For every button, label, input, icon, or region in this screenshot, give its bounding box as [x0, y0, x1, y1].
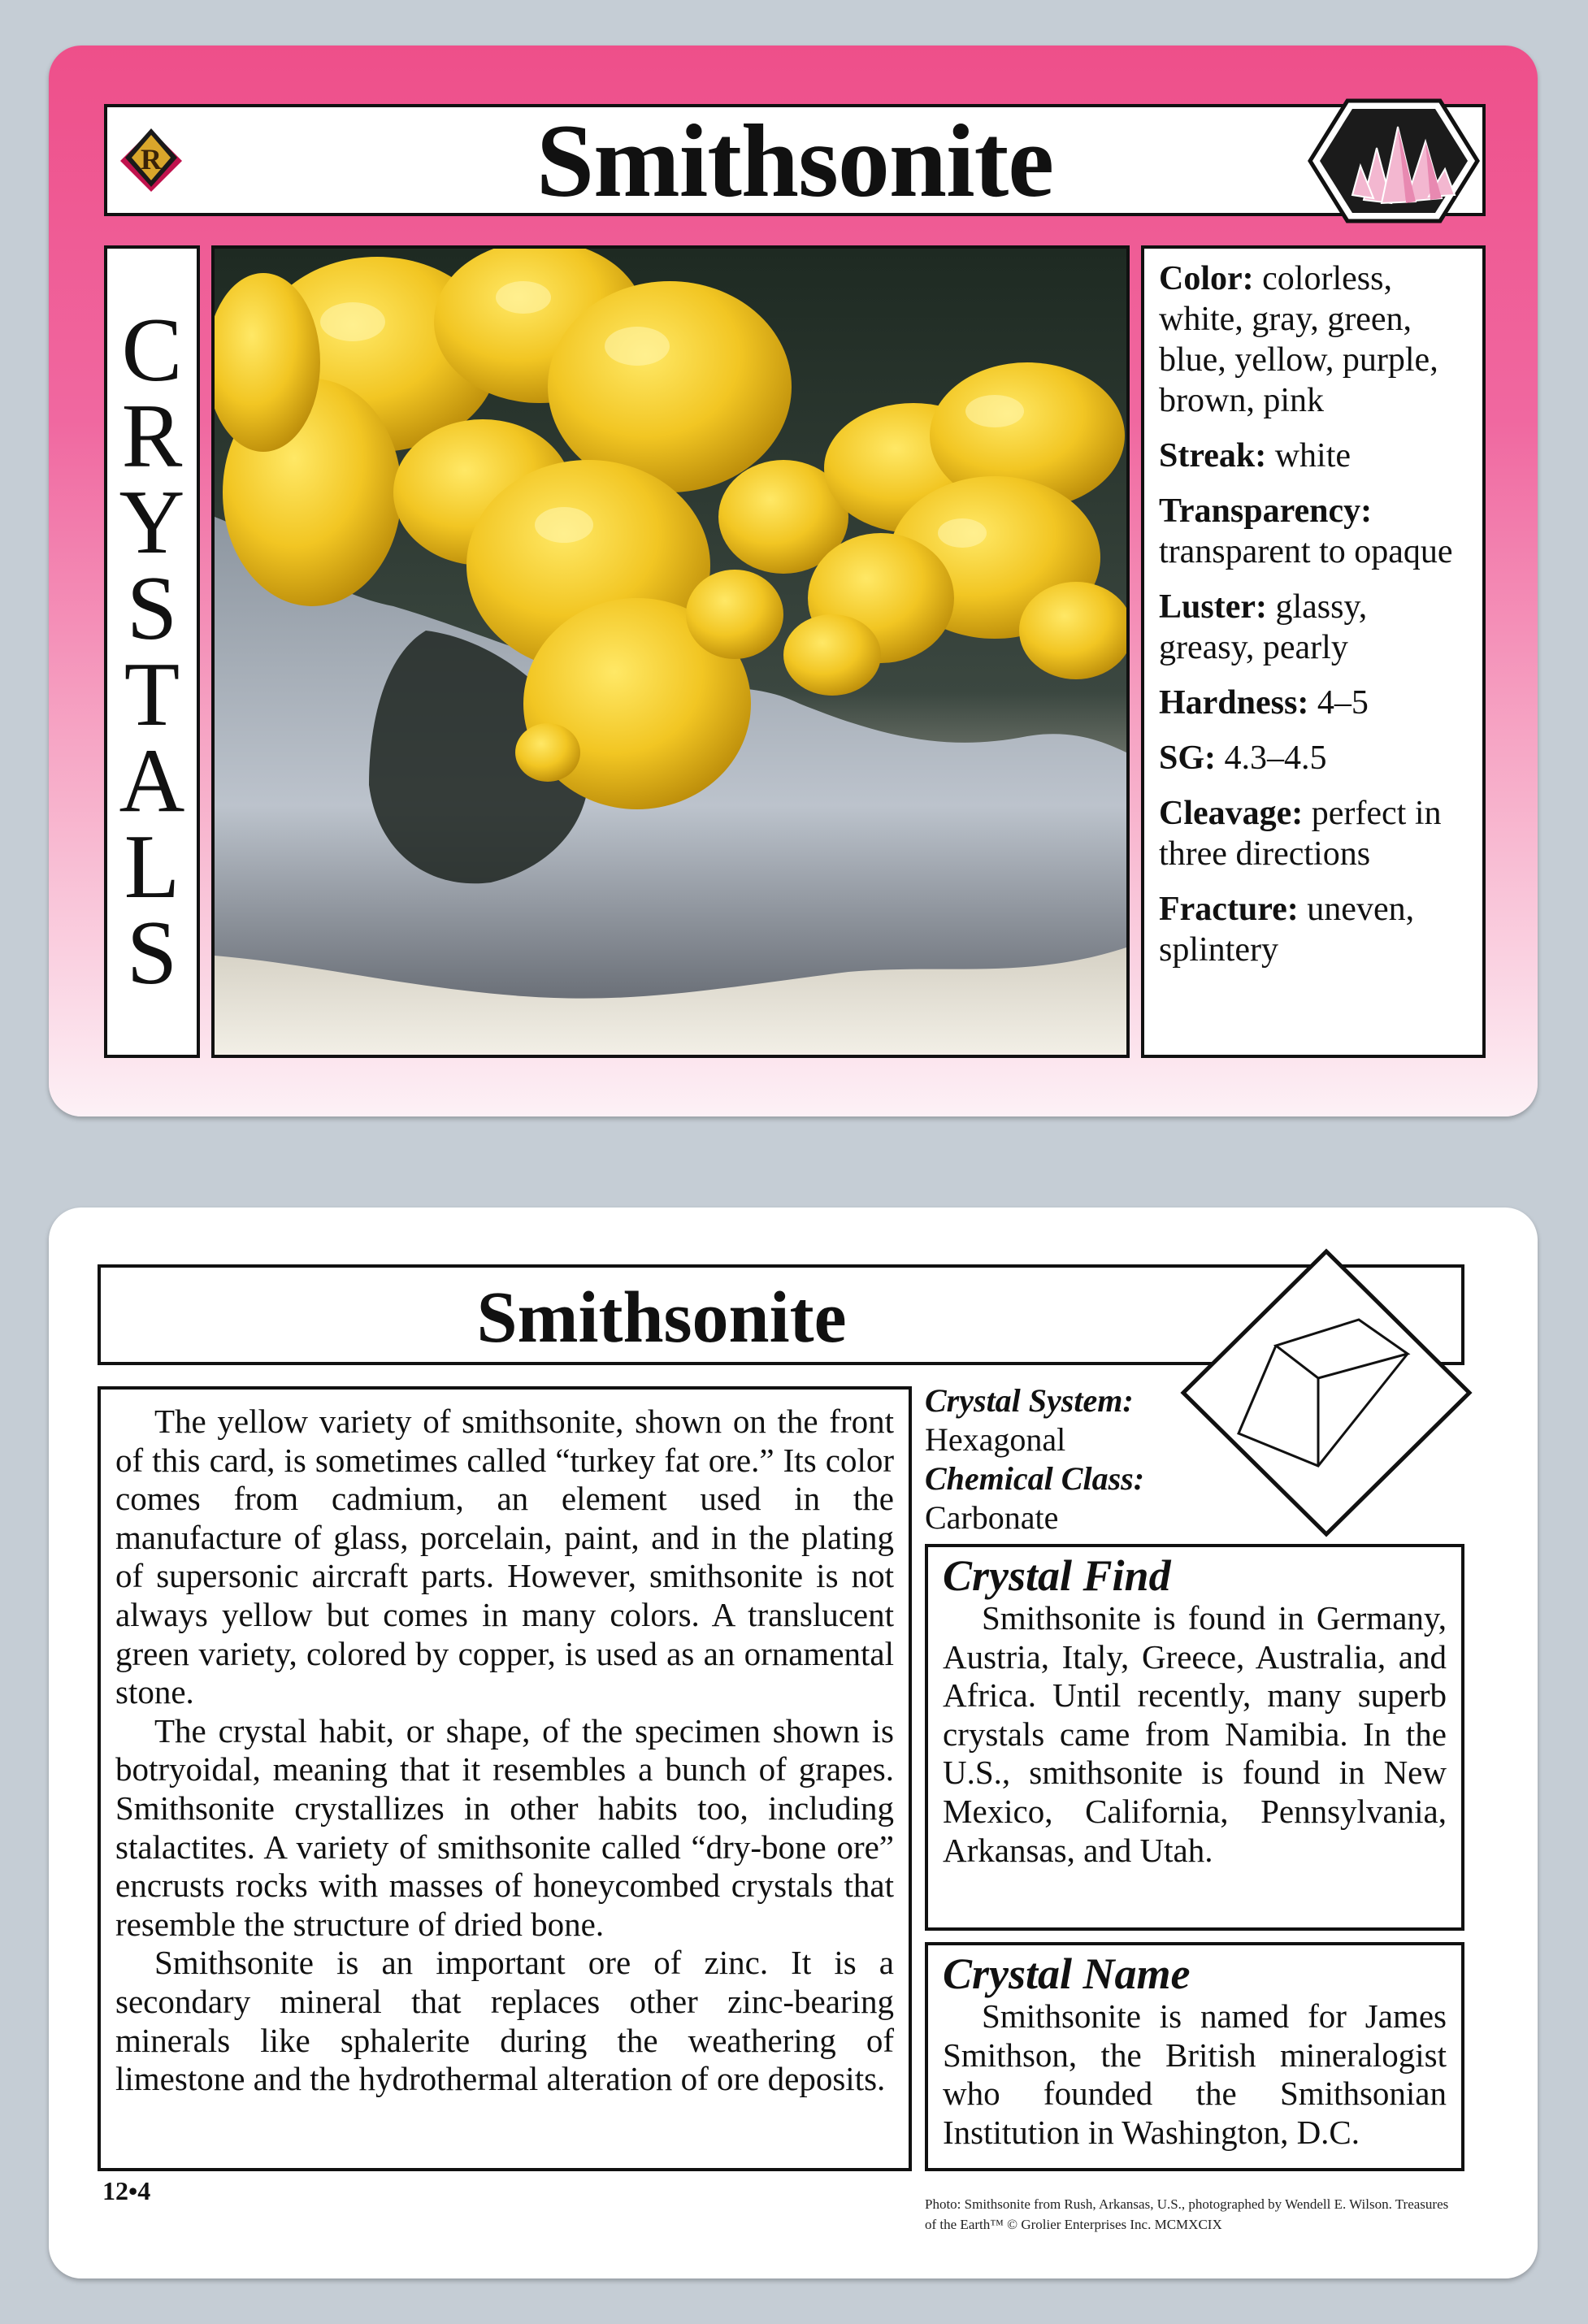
svg-text:R: R [141, 143, 162, 176]
property-sg [1159, 738, 1469, 778]
front-title-bar [104, 103, 1486, 219]
description-paragraph: The crystal habit, or shape, of the specimen shown is botryoidal, meaning that it resembles a bunch of grapes. Smithsonite crystallizes in other habits too, including stalactites. A variety of smithsonite called “dry-bone ore” encrusts rocks with masses of honeycombed crystals that resemble the structure of dried bone. [115, 1711, 894, 1943]
card-number: 12•4 [102, 2176, 151, 2205]
property-value: uneven, splintery [1159, 891, 1415, 969]
back-title: Smithsonite [476, 1277, 847, 1358]
crystal-name-text: Smithsonite is named for James Smithson, the British mineralogist who founded the Smithsonian Institution in Washington, D.C. [943, 1997, 1447, 2151]
property-key: Hardness: [1159, 684, 1309, 722]
side-letter: A [119, 731, 185, 831]
crystal-name-heading: Crystal Name [943, 1949, 1191, 1998]
property-color [1159, 258, 1469, 421]
crystal-system-value: Hexagonal [925, 1421, 1066, 1458]
property-value: glassy, greasy, pearly [1159, 588, 1368, 666]
property-hardness [1159, 683, 1469, 723]
side-letter: L [124, 817, 180, 917]
chemical-class-label: Chemical Class: [925, 1460, 1145, 1497]
property-value: transparent to opaque [1159, 533, 1453, 570]
side-letter: S [126, 903, 178, 1004]
property-key: Luster: [1159, 588, 1267, 626]
property-key: Streak: [1159, 437, 1267, 475]
property-value: perfect in three directions [1159, 795, 1442, 873]
card-front [49, 46, 1538, 1116]
crystal-name-box [925, 1942, 1464, 2171]
smithsonite-specimen-image [215, 249, 1126, 1055]
property-key: Cleavage: [1159, 795, 1304, 832]
property-value: 4.3–4.5 [1224, 739, 1327, 777]
property-luster [1159, 587, 1469, 668]
hexagonal-crystal-diagram-icon [1180, 1248, 1473, 1537]
r-logo-icon [117, 127, 185, 195]
photo-credit: Photo: Smithsonite from Rush, Arkansas, U.S., photographed by Wendell E. Wilson. Treasures of the Earth™ © Grolier Enterprises Inc. MCMXCIX [925, 2196, 1449, 2232]
property-key: Color: [1159, 260, 1254, 297]
property-cleavage [1159, 793, 1469, 874]
chemical-class-value: Carbonate [925, 1499, 1059, 1536]
side-letter: T [124, 644, 180, 745]
crystal-find-text: Smithsonite is found in Germany, Austria, Italy, Greece, Australia, and Africa. Until recently, many superb crystals came from Namibia. In the U.S., smithsonite is found in New Mexico, California, Pennsylvania, Arkansas, and Utah. [943, 1599, 1447, 1869]
description-paragraph: Smithsonite is an important ore of zinc. It is a secondary mineral that replaces other zinc-bearing minerals like sphalerite during the weathering of limestone and the hydrothermal alteration of ore deposits. [115, 1944, 894, 2098]
property-key: Transparency: [1159, 492, 1373, 530]
side-letter: C [121, 300, 183, 401]
side-letter: Y [119, 472, 185, 573]
property-value: white [1274, 437, 1352, 475]
properties-panel [1141, 245, 1486, 1058]
side-letter: R [121, 386, 183, 487]
property-fracture [1159, 889, 1469, 970]
description-panel [98, 1386, 912, 2171]
mineral-photo [211, 245, 1130, 1058]
property-value: colorless, white, gray, green, blue, yellow, purple, brown, pink [1159, 260, 1438, 419]
crystal-find-heading: Crystal Find [943, 1551, 1171, 1600]
card-back [49, 1208, 1538, 2278]
side-letter: S [126, 558, 178, 659]
property-key: SG: [1159, 739, 1217, 777]
property-transparency [1159, 491, 1469, 572]
crystals-vertical-label [104, 245, 200, 1058]
crystal-find-box [925, 1544, 1464, 1931]
description-paragraph: The yellow variety of smithsonite, shown on the front of this card, is sometimes called “turkey fat ore.” Its color comes from cadmium, an element used in the manufacture of glass, porcelain, paint, and in the plating of supersonic aircraft parts. However, smithsonite is not always yellow but comes in many colors. A translucent green variety, colored by copper, is used as an ornamental stone. [115, 1403, 894, 1711]
front-title: Smithsonite [536, 103, 1054, 219]
crystal-system-info [925, 1381, 1193, 1537]
crystal-system-label: Crystal System: [925, 1382, 1134, 1419]
property-streak [1159, 436, 1469, 476]
property-key: Fracture: [1159, 891, 1299, 928]
property-value: 4–5 [1317, 684, 1369, 722]
crystal-cluster-icon [1307, 98, 1481, 224]
